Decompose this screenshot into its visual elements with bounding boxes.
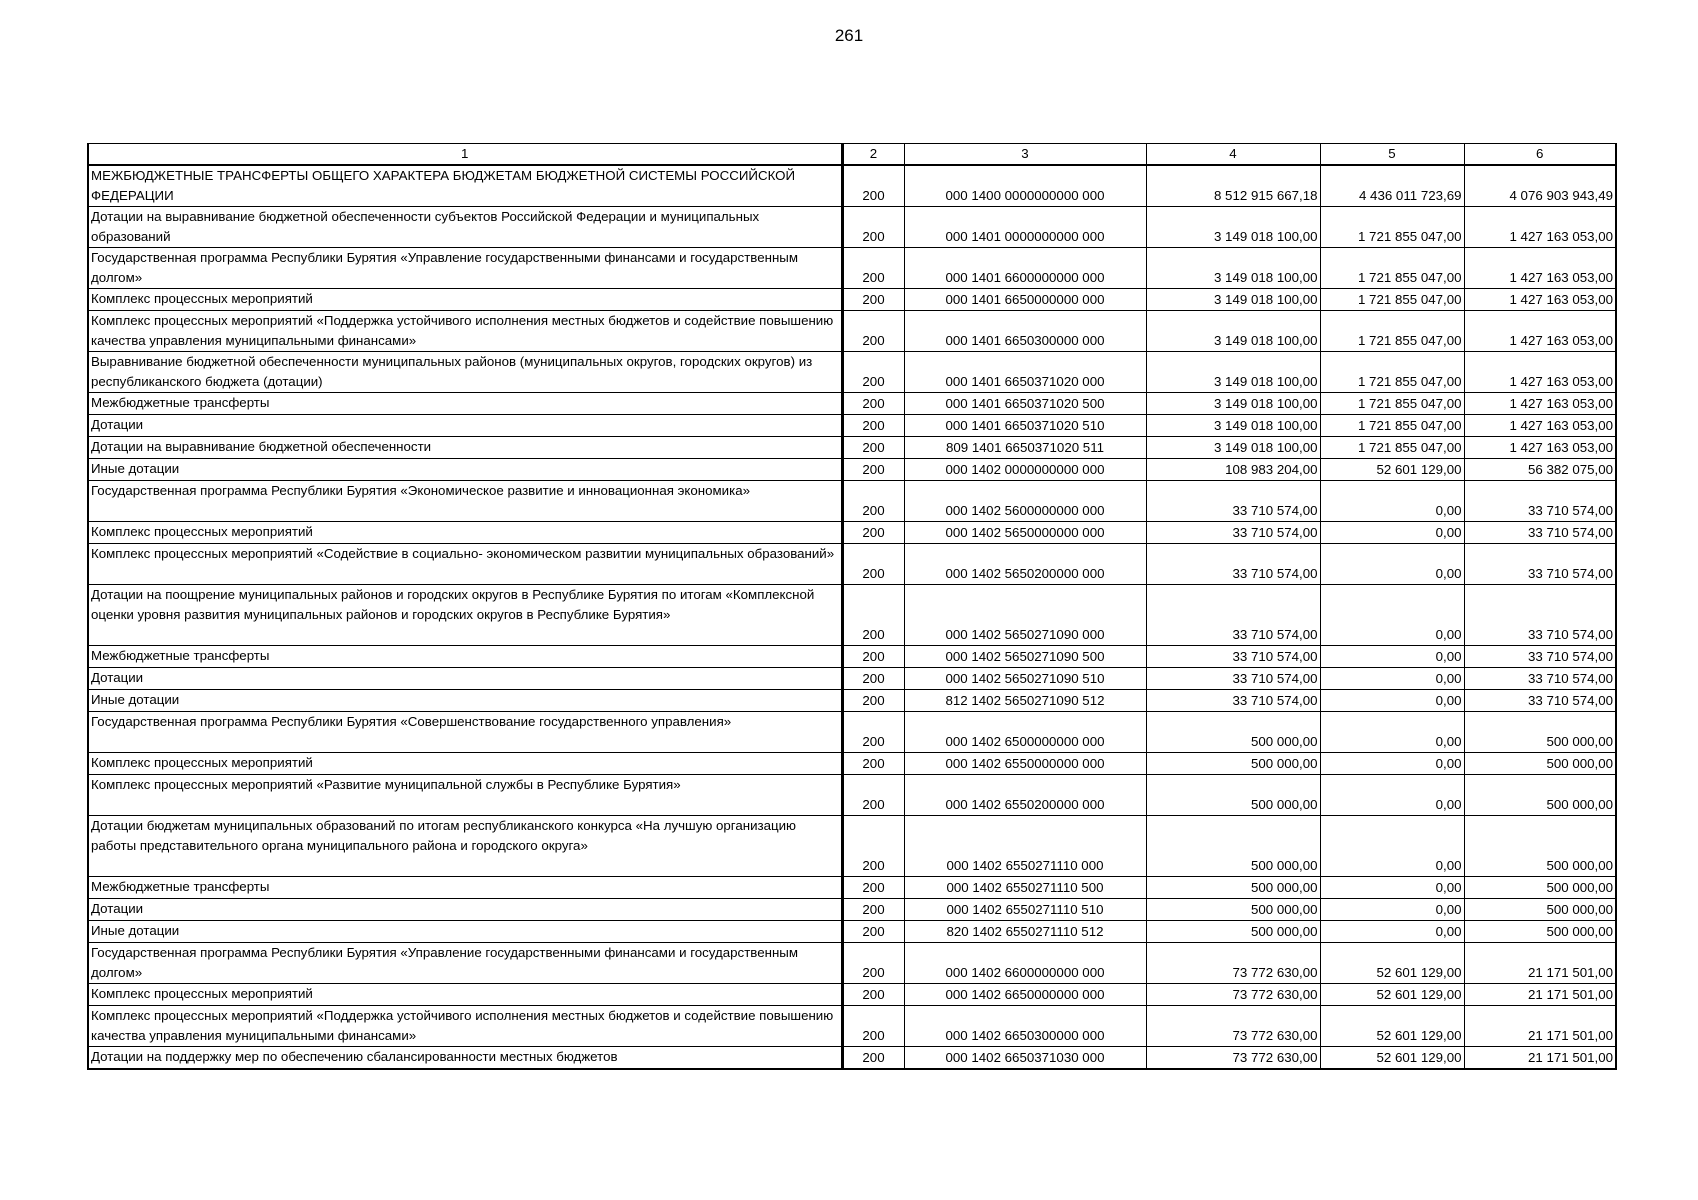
row-approved-amount-cell: 33 710 574,00	[1146, 544, 1320, 585]
row-classification-code-cell: 000 1400 0000000000 000	[904, 165, 1146, 207]
row-unexecuted-amount-cell: 33 710 574,00	[1464, 585, 1616, 646]
row-classification-code-cell: 000 1402 6550271110 510	[904, 899, 1146, 921]
row-classification-code-cell: 000 1401 6650000000 000	[904, 289, 1146, 311]
row-unexecuted-amount-cell: 4 076 903 943,49	[1464, 165, 1616, 207]
row-name-cell: Иные дотации	[88, 921, 842, 943]
row-line-code-cell: 200	[842, 921, 904, 943]
row-unexecuted-amount-cell: 21 171 501,00	[1464, 984, 1616, 1006]
row-unexecuted-amount-cell: 21 171 501,00	[1464, 1006, 1616, 1047]
row-name-cell: Комплекс процессных мероприятий	[88, 522, 842, 544]
row-line-code-cell: 200	[842, 690, 904, 712]
row-classification-code-cell: 000 1402 5650271090 500	[904, 646, 1146, 668]
row-approved-amount-cell: 73 772 630,00	[1146, 984, 1320, 1006]
row-executed-amount-cell: 0,00	[1320, 753, 1464, 775]
table-row	[88, 775, 1616, 816]
row-executed-amount-cell: 0,00	[1320, 899, 1464, 921]
row-executed-amount-cell: 0,00	[1320, 585, 1464, 646]
row-approved-amount-cell: 3 149 018 100,00	[1146, 289, 1320, 311]
row-line-code-cell: 200	[842, 437, 904, 459]
row-approved-amount-cell: 500 000,00	[1146, 712, 1320, 753]
row-unexecuted-amount-cell: 500 000,00	[1464, 712, 1616, 753]
table-row	[88, 984, 1616, 1006]
row-line-code-cell: 200	[842, 481, 904, 522]
table-row	[88, 393, 1616, 415]
row-approved-amount-cell: 33 710 574,00	[1146, 585, 1320, 646]
row-line-code-cell: 200	[842, 459, 904, 481]
row-classification-code-cell: 000 1402 5600000000 000	[904, 481, 1146, 522]
row-line-code-cell: 200	[842, 899, 904, 921]
row-line-code-cell: 200	[842, 248, 904, 289]
row-name-cell: Выравнивание бюджетной обеспеченности муниципальных районов (муниципальных округов, городских округов) из республиканского бюджета (дотации)	[88, 352, 842, 393]
row-executed-amount-cell: 52 601 129,00	[1320, 984, 1464, 1006]
row-executed-amount-cell: 52 601 129,00	[1320, 1006, 1464, 1047]
row-approved-amount-cell: 3 149 018 100,00	[1146, 393, 1320, 415]
row-approved-amount-cell: 3 149 018 100,00	[1146, 437, 1320, 459]
row-unexecuted-amount-cell: 500 000,00	[1464, 753, 1616, 775]
page-number: 261	[834, 26, 864, 45]
row-executed-amount-cell: 0,00	[1320, 668, 1464, 690]
row-line-code-cell: 200	[842, 165, 904, 207]
header-cell-6: 6	[1464, 144, 1616, 166]
row-executed-amount-cell: 1 721 855 047,00	[1320, 393, 1464, 415]
table-row	[88, 712, 1616, 753]
row-unexecuted-amount-cell: 33 710 574,00	[1464, 690, 1616, 712]
row-classification-code-cell: 000 1401 6650371020 500	[904, 393, 1146, 415]
row-line-code-cell: 200	[842, 1047, 904, 1070]
row-line-code-cell: 200	[842, 585, 904, 646]
row-classification-code-cell: 809 1401 6650371020 511	[904, 437, 1146, 459]
row-approved-amount-cell: 33 710 574,00	[1146, 690, 1320, 712]
row-classification-code-cell: 000 1402 6550000000 000	[904, 753, 1146, 775]
row-approved-amount-cell: 500 000,00	[1146, 775, 1320, 816]
row-line-code-cell: 200	[842, 207, 904, 248]
table-row	[88, 544, 1616, 585]
row-approved-amount-cell: 33 710 574,00	[1146, 522, 1320, 544]
row-executed-amount-cell: 0,00	[1320, 481, 1464, 522]
row-unexecuted-amount-cell: 1 427 163 053,00	[1464, 352, 1616, 393]
table-row	[88, 289, 1616, 311]
row-executed-amount-cell: 1 721 855 047,00	[1320, 415, 1464, 437]
row-executed-amount-cell: 0,00	[1320, 646, 1464, 668]
row-name-cell: Иные дотации	[88, 690, 842, 712]
row-name-cell: Дотации на поощрение муниципальных районов и городских округов в Республике Бурятия по итогам «Комплексной оценки уровня развития муниципальных районов и городских округов в Республике Бурятия»	[88, 585, 842, 646]
row-executed-amount-cell: 0,00	[1320, 816, 1464, 877]
row-classification-code-cell: 000 1402 6600000000 000	[904, 943, 1146, 984]
row-unexecuted-amount-cell: 1 427 163 053,00	[1464, 248, 1616, 289]
row-approved-amount-cell: 500 000,00	[1146, 921, 1320, 943]
row-name-cell: Дотации	[88, 415, 842, 437]
row-name-cell: Комплекс процессных мероприятий «Содействие в социально- экономическом развитии муниципальных образований»	[88, 544, 842, 585]
row-name-cell: Межбюджетные трансферты	[88, 646, 842, 668]
header-row	[88, 144, 1616, 166]
row-classification-code-cell: 000 1402 5650200000 000	[904, 544, 1146, 585]
row-line-code-cell: 200	[842, 415, 904, 437]
row-executed-amount-cell: 52 601 129,00	[1320, 459, 1464, 481]
row-approved-amount-cell: 73 772 630,00	[1146, 1006, 1320, 1047]
table-row	[88, 1006, 1616, 1047]
row-name-cell: Комплекс процессных мероприятий	[88, 289, 842, 311]
row-line-code-cell: 200	[842, 311, 904, 352]
header-cell-2: 2	[842, 144, 904, 166]
row-name-cell: Государственная программа Республики Бурятия «Экономическое развитие и инновационная экономика»	[88, 481, 842, 522]
row-executed-amount-cell: 1 721 855 047,00	[1320, 248, 1464, 289]
row-line-code-cell: 200	[842, 984, 904, 1006]
row-executed-amount-cell: 4 436 011 723,69	[1320, 165, 1464, 207]
row-line-code-cell: 200	[842, 1006, 904, 1047]
table-row	[88, 668, 1616, 690]
table-row	[88, 690, 1616, 712]
row-unexecuted-amount-cell: 56 382 075,00	[1464, 459, 1616, 481]
row-line-code-cell: 200	[842, 646, 904, 668]
row-name-cell: Дотации	[88, 668, 842, 690]
row-classification-code-cell: 812 1402 5650271090 512	[904, 690, 1146, 712]
row-approved-amount-cell: 73 772 630,00	[1146, 1047, 1320, 1070]
row-approved-amount-cell: 500 000,00	[1146, 816, 1320, 877]
row-line-code-cell: 200	[842, 816, 904, 877]
row-name-cell: Дотации на выравнивание бюджетной обеспеченности субъектов Российской Федерации и муниципальных образований	[88, 207, 842, 248]
row-classification-code-cell: 000 1402 5650271090 510	[904, 668, 1146, 690]
row-approved-amount-cell: 3 149 018 100,00	[1146, 248, 1320, 289]
row-executed-amount-cell: 52 601 129,00	[1320, 1047, 1464, 1070]
header-cell-4: 4	[1146, 144, 1320, 166]
row-approved-amount-cell: 33 710 574,00	[1146, 646, 1320, 668]
table-row	[88, 311, 1616, 352]
row-line-code-cell: 200	[842, 753, 904, 775]
table-row	[88, 207, 1616, 248]
row-classification-code-cell: 000 1401 6650371020 510	[904, 415, 1146, 437]
row-name-cell: Государственная программа Республики Бурятия «Управление государственными финансами и государственным долгом»	[88, 943, 842, 984]
row-name-cell: Комплекс процессных мероприятий	[88, 753, 842, 775]
table-row	[88, 646, 1616, 668]
row-name-cell: Комплекс процессных мероприятий «Развитие муниципальной службы в Республике Бурятия»	[88, 775, 842, 816]
header-cell-1: 1	[88, 144, 842, 166]
header-cell-3: 3	[904, 144, 1146, 166]
row-classification-code-cell: 000 1402 5650271090 000	[904, 585, 1146, 646]
row-name-cell: Межбюджетные трансферты	[88, 877, 842, 899]
row-name-cell: Межбюджетные трансферты	[88, 393, 842, 415]
table-row	[88, 481, 1616, 522]
row-classification-code-cell: 000 1402 6500000000 000	[904, 712, 1146, 753]
row-executed-amount-cell: 1 721 855 047,00	[1320, 207, 1464, 248]
row-classification-code-cell: 000 1401 6600000000 000	[904, 248, 1146, 289]
row-line-code-cell: 200	[842, 522, 904, 544]
table-row	[88, 459, 1616, 481]
row-executed-amount-cell: 0,00	[1320, 690, 1464, 712]
table-row	[88, 248, 1616, 289]
row-name-cell: Государственная программа Республики Бурятия «Управление государственными финансами и государственным долгом»	[88, 248, 842, 289]
row-executed-amount-cell: 0,00	[1320, 544, 1464, 585]
row-unexecuted-amount-cell: 500 000,00	[1464, 921, 1616, 943]
table-row	[88, 522, 1616, 544]
row-unexecuted-amount-cell: 1 427 163 053,00	[1464, 437, 1616, 459]
row-name-cell: Дотации на выравнивание бюджетной обеспеченности	[88, 437, 842, 459]
table-body	[88, 144, 1616, 1070]
row-classification-code-cell: 820 1402 6550271110 512	[904, 921, 1146, 943]
table-row	[88, 165, 1616, 207]
row-approved-amount-cell: 500 000,00	[1146, 899, 1320, 921]
row-executed-amount-cell: 52 601 129,00	[1320, 943, 1464, 984]
row-name-cell: Комплекс процессных мероприятий «Поддержка устойчивого исполнения местных бюджетов и содействие повышению качества управления муниципальными финансами»	[88, 311, 842, 352]
row-executed-amount-cell: 1 721 855 047,00	[1320, 289, 1464, 311]
row-unexecuted-amount-cell: 21 171 501,00	[1464, 1047, 1616, 1070]
row-approved-amount-cell: 500 000,00	[1146, 753, 1320, 775]
row-unexecuted-amount-cell: 33 710 574,00	[1464, 522, 1616, 544]
row-unexecuted-amount-cell: 500 000,00	[1464, 816, 1616, 877]
row-unexecuted-amount-cell: 1 427 163 053,00	[1464, 289, 1616, 311]
row-line-code-cell: 200	[842, 877, 904, 899]
row-unexecuted-amount-cell: 500 000,00	[1464, 877, 1616, 899]
row-executed-amount-cell: 1 721 855 047,00	[1320, 437, 1464, 459]
row-classification-code-cell: 000 1401 0000000000 000	[904, 207, 1146, 248]
row-unexecuted-amount-cell: 500 000,00	[1464, 775, 1616, 816]
row-line-code-cell: 200	[842, 775, 904, 816]
row-name-cell: Государственная программа Республики Бурятия «Совершенствование государственного управления»	[88, 712, 842, 753]
row-classification-code-cell: 000 1402 5650000000 000	[904, 522, 1146, 544]
table-row	[88, 415, 1616, 437]
row-approved-amount-cell: 3 149 018 100,00	[1146, 352, 1320, 393]
table-row	[88, 816, 1616, 877]
table-row	[88, 352, 1616, 393]
row-classification-code-cell: 000 1402 6650371030 000	[904, 1047, 1146, 1070]
row-unexecuted-amount-cell: 21 171 501,00	[1464, 943, 1616, 984]
table-row	[88, 753, 1616, 775]
row-classification-code-cell: 000 1402 6550200000 000	[904, 775, 1146, 816]
row-approved-amount-cell: 73 772 630,00	[1146, 943, 1320, 984]
row-classification-code-cell: 000 1402 6550271110 000	[904, 816, 1146, 877]
table-row	[88, 1047, 1616, 1070]
row-name-cell: МЕЖБЮДЖЕТНЫЕ ТРАНСФЕРТЫ ОБЩЕГО ХАРАКТЕРА БЮДЖЕТАМ БЮДЖЕТНОЙ СИСТЕМЫ РОССИЙСКОЙ ФЕДЕРАЦИИ	[88, 165, 842, 207]
row-line-code-cell: 200	[842, 289, 904, 311]
row-unexecuted-amount-cell: 33 710 574,00	[1464, 544, 1616, 585]
row-executed-amount-cell: 0,00	[1320, 877, 1464, 899]
row-unexecuted-amount-cell: 500 000,00	[1464, 899, 1616, 921]
row-unexecuted-amount-cell: 33 710 574,00	[1464, 646, 1616, 668]
row-approved-amount-cell: 3 149 018 100,00	[1146, 311, 1320, 352]
row-classification-code-cell: 000 1402 6650300000 000	[904, 1006, 1146, 1047]
row-classification-code-cell: 000 1402 6650000000 000	[904, 984, 1146, 1006]
row-name-cell: Дотации на поддержку мер по обеспечению сбалансированности местных бюджетов	[88, 1047, 842, 1070]
row-name-cell: Иные дотации	[88, 459, 842, 481]
row-name-cell: Комплекс процессных мероприятий «Поддержка устойчивого исполнения местных бюджетов и содействие повышению качества управления муниципальными финансами»	[88, 1006, 842, 1047]
row-line-code-cell: 200	[842, 393, 904, 415]
row-unexecuted-amount-cell: 1 427 163 053,00	[1464, 311, 1616, 352]
row-approved-amount-cell: 8 512 915 667,18	[1146, 165, 1320, 207]
row-name-cell: Комплекс процессных мероприятий	[88, 984, 842, 1006]
row-unexecuted-amount-cell: 33 710 574,00	[1464, 481, 1616, 522]
table-row	[88, 921, 1616, 943]
row-approved-amount-cell: 3 149 018 100,00	[1146, 207, 1320, 248]
row-executed-amount-cell: 0,00	[1320, 775, 1464, 816]
row-name-cell: Дотации	[88, 899, 842, 921]
row-line-code-cell: 200	[842, 544, 904, 585]
row-classification-code-cell: 000 1401 6650300000 000	[904, 311, 1146, 352]
row-unexecuted-amount-cell: 33 710 574,00	[1464, 668, 1616, 690]
row-classification-code-cell: 000 1402 6550271110 500	[904, 877, 1146, 899]
row-name-cell: Дотации бюджетам муниципальных образований по итогам республиканского конкурса «На лучшую организацию работы представительного органа муниципального района и городского округа»	[88, 816, 842, 877]
row-unexecuted-amount-cell: 1 427 163 053,00	[1464, 415, 1616, 437]
header-cell-5: 5	[1320, 144, 1464, 166]
row-approved-amount-cell: 33 710 574,00	[1146, 668, 1320, 690]
row-executed-amount-cell: 1 721 855 047,00	[1320, 311, 1464, 352]
row-executed-amount-cell: 0,00	[1320, 522, 1464, 544]
row-unexecuted-amount-cell: 1 427 163 053,00	[1464, 207, 1616, 248]
row-approved-amount-cell: 108 983 204,00	[1146, 459, 1320, 481]
row-unexecuted-amount-cell: 1 427 163 053,00	[1464, 393, 1616, 415]
table-row	[88, 877, 1616, 899]
row-executed-amount-cell: 0,00	[1320, 921, 1464, 943]
row-executed-amount-cell: 0,00	[1320, 712, 1464, 753]
table-row	[88, 585, 1616, 646]
row-line-code-cell: 200	[842, 668, 904, 690]
budget-table	[87, 143, 1617, 1070]
row-approved-amount-cell: 3 149 018 100,00	[1146, 415, 1320, 437]
row-classification-code-cell: 000 1401 6650371020 000	[904, 352, 1146, 393]
row-line-code-cell: 200	[842, 352, 904, 393]
row-line-code-cell: 200	[842, 943, 904, 984]
table-row	[88, 943, 1616, 984]
table-row	[88, 899, 1616, 921]
row-line-code-cell: 200	[842, 712, 904, 753]
table-row	[88, 437, 1616, 459]
row-approved-amount-cell: 500 000,00	[1146, 877, 1320, 899]
row-classification-code-cell: 000 1402 0000000000 000	[904, 459, 1146, 481]
row-executed-amount-cell: 1 721 855 047,00	[1320, 352, 1464, 393]
row-approved-amount-cell: 33 710 574,00	[1146, 481, 1320, 522]
